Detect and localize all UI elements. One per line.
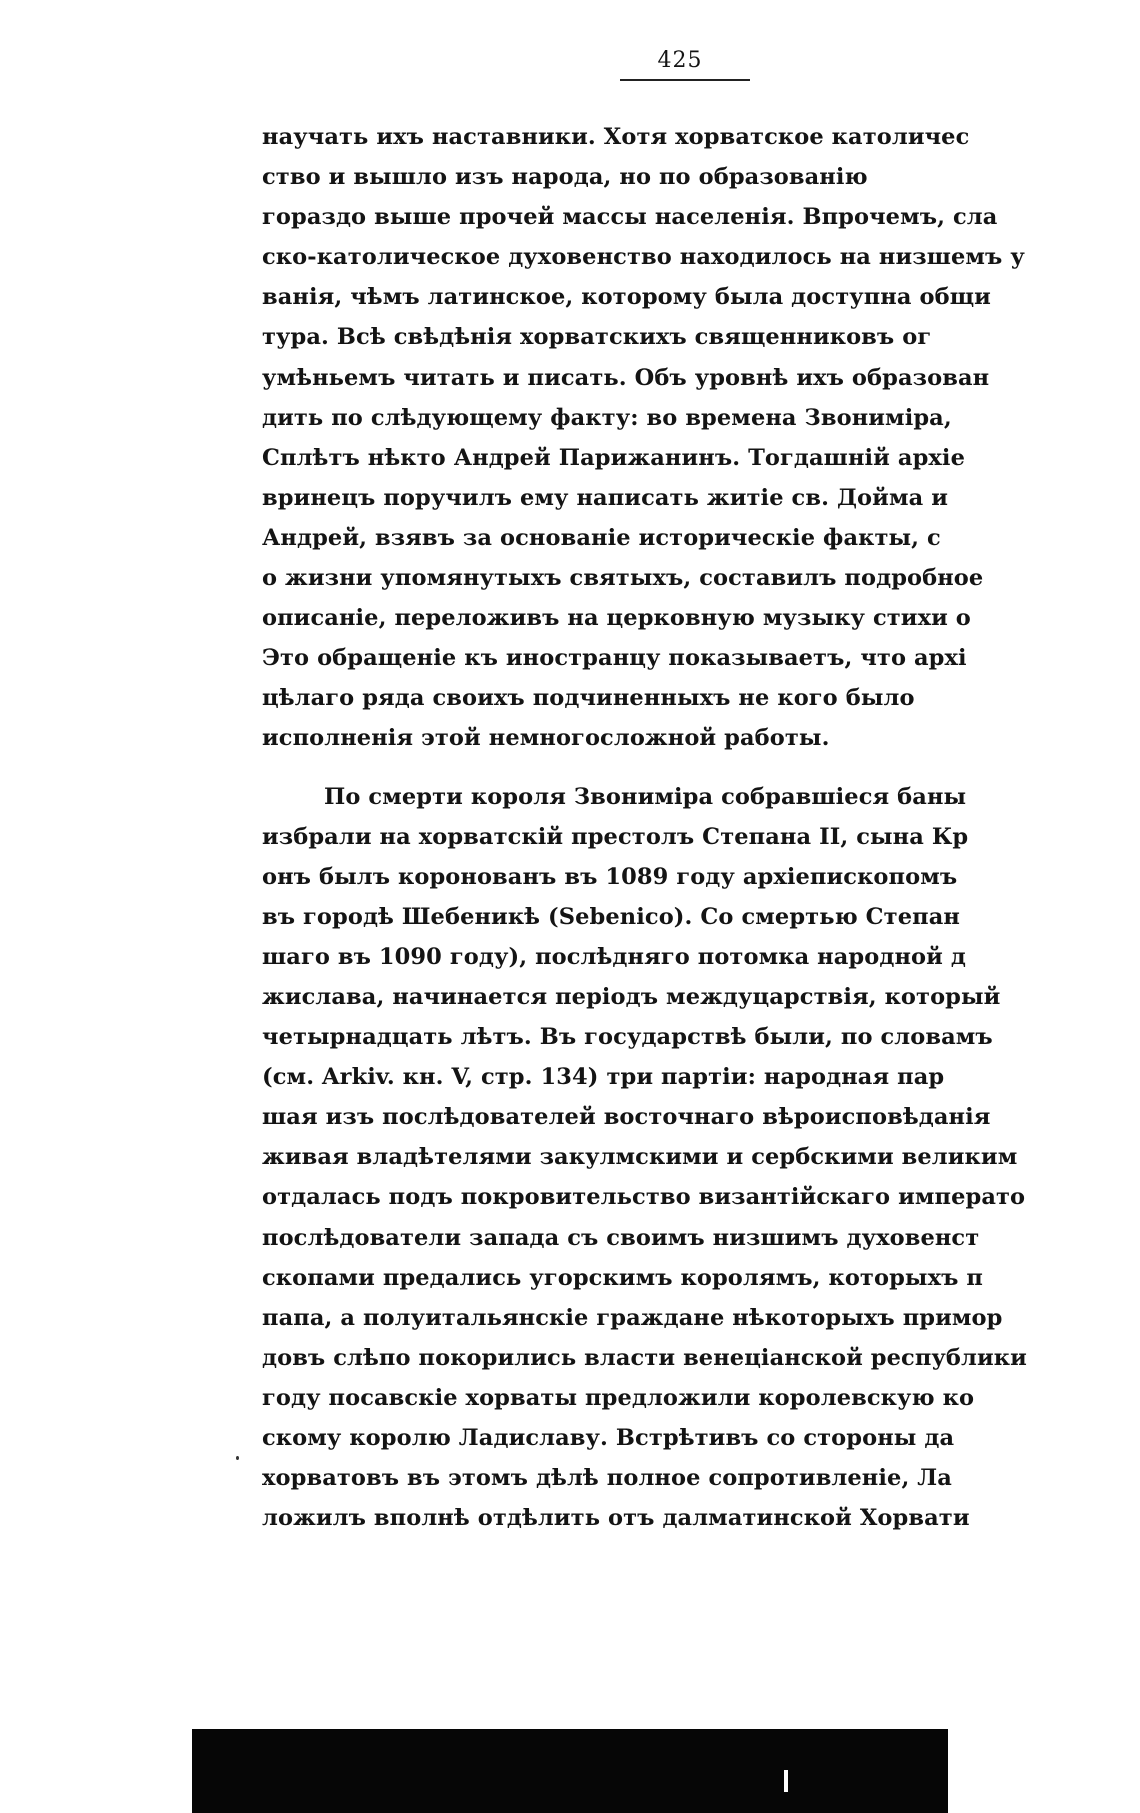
text-line: году посавскіе хорваты предложили королевскую ко <box>262 1384 975 1411</box>
text-line: По смерти короля Звониміра собравшіеся баны <box>324 783 967 810</box>
text-line: ство и вышло изъ народа, но по образованію <box>262 164 868 191</box>
paragraph-gap <box>262 759 938 777</box>
text-line: Сплѣтъ нѣкто Андрей Парижанинъ. Тогдашній архіе <box>262 444 965 471</box>
text-line: жислава, начинается періодъ междуцарствія, который <box>262 983 1001 1010</box>
text-line: Это обращеніе къ иностранцу показываетъ, что архі <box>262 645 967 672</box>
text-line: въ городѣ Шебеникѣ (Sebenico). Со смертью Степан <box>262 903 960 930</box>
text-line: отдалась подъ покровительство византійскаго императо <box>262 1184 1026 1211</box>
scan-edge-notch <box>784 1770 788 1792</box>
text-line: тура. Всѣ свѣдѣнія хорватскихъ священниковъ ог <box>262 324 932 351</box>
text-line: описаніе, переложивъ на церковную музыку стихи о <box>262 605 971 632</box>
scan-edge-shadow <box>192 1729 948 1813</box>
text-line: дить по слѣдующему факту: во времена Звониміра, <box>262 404 952 431</box>
text-line: послѣдователи запада съ своимъ низшимъ духовенст <box>262 1224 980 1251</box>
page-number: 425 <box>657 48 703 73</box>
text-line: умѣньемъ читать и писать. Объ уровнѣ ихъ образован <box>262 364 990 391</box>
text-line: (см. Arkiv. кн. V, стр. 134) три партіи: народная пар <box>262 1064 945 1091</box>
text-line: довъ слѣпо покорились власти венеціанской республики <box>262 1344 1027 1371</box>
text-line: о жизни упомянутыхъ святыхъ, составилъ подробное <box>262 565 984 592</box>
paragraph-1 <box>262 117 1025 759</box>
text-line: Андрей, взявъ за основаніе историческіе факты, с <box>262 524 941 551</box>
text-line: онъ былъ коронованъ въ 1089 году архіепископомъ <box>262 863 958 890</box>
text-line: вринецъ поручилъ ему написать житіе св. Дойма и <box>262 484 948 511</box>
text-line: ско-католическое духовенство находилось на низшемъ у <box>262 244 1025 271</box>
text-line: хорватовъ въ этомъ дѣлѣ полное сопротивленіе, Ла <box>262 1465 952 1492</box>
text-line: ванія, чѣмъ латинское, которому была доступна общи <box>262 284 991 311</box>
text-line: скопами предались угорскимъ королямъ, которыхъ п <box>262 1264 983 1291</box>
text-line: ложилъ вполнѣ отдѣлить отъ далматинской Хорвати <box>262 1505 970 1532</box>
text-line: шаго въ 1090 году), послѣдняго потомка народной д <box>262 943 966 970</box>
text-line: папа, а полуитальянскіе граждане нѣкоторыхъ примор <box>262 1304 1003 1331</box>
text-line: скому королю Ладиславу. Встрѣтивъ со стороны да <box>262 1425 955 1451</box>
text-line: научать ихъ наставники. Хотя хорватское католичес <box>262 124 970 150</box>
page-number-rule <box>620 79 750 81</box>
text-line: цѣлаго ряда своихъ подчиненныхъ не кого было <box>262 685 915 712</box>
text-line: исполненія этой немногосложной работы. <box>262 725 830 752</box>
text-line: гораздо выше прочей массы населенія. Впрочемъ, сла <box>262 204 998 231</box>
text-line: четырнадцать лѣтъ. Въ государствѣ были, по словамъ <box>262 1024 993 1051</box>
text-block <box>262 117 1027 1538</box>
margin-speck <box>236 1456 239 1460</box>
paragraph-2 <box>262 777 1027 1539</box>
text-line: избрали на хорватскій престолъ Степана II, сына Кр <box>262 823 969 850</box>
text-line: живая владѣтелями закулмскими и сербскими великим <box>262 1144 1018 1171</box>
text-line: шая изъ послѣдователей восточнаго вѣроисповѣданія <box>262 1104 991 1131</box>
